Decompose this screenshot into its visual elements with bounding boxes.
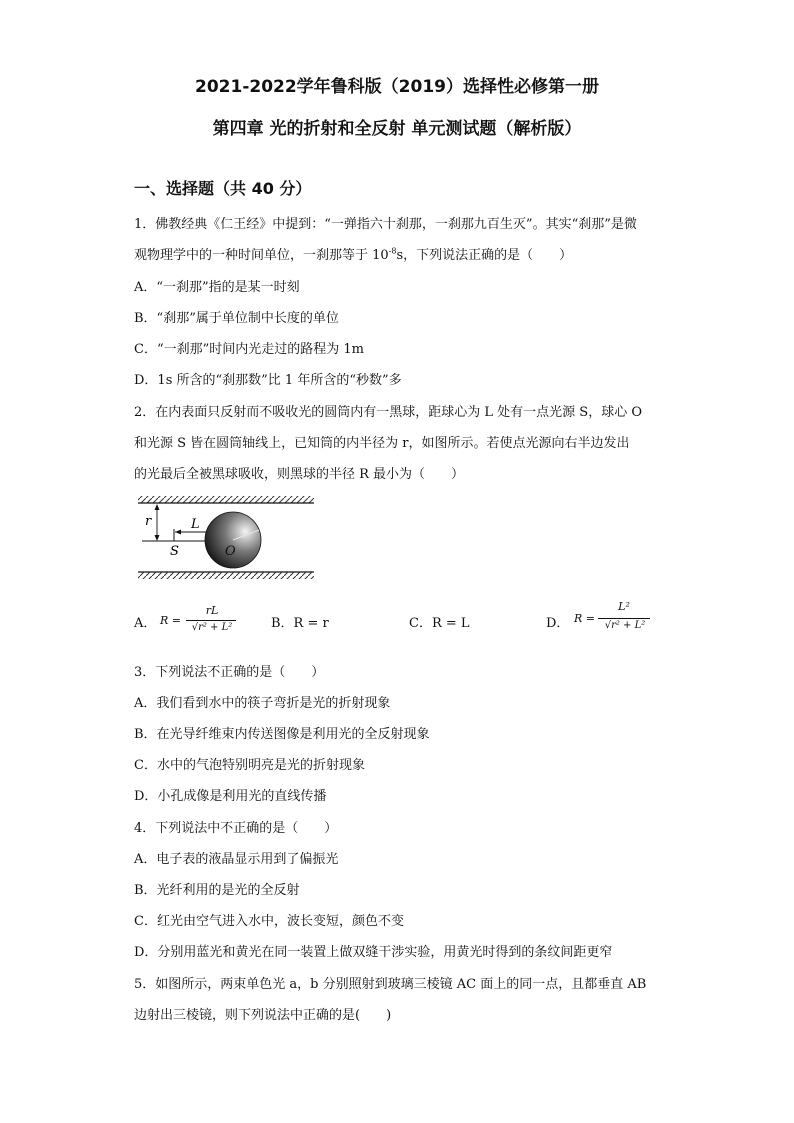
r-arrow-top (155, 504, 160, 510)
q3-option-b: B．在光导纤维束内传送图像是利用光的全反射现象 (134, 727, 430, 742)
q4-option-c: C．红光由空气进入水中，波长变短，颜色不变 (134, 914, 404, 929)
q2-option-d (546, 612, 569, 631)
q1-stem-line2 (134, 244, 572, 263)
section-heading: 一、选择题（共 40 分） (134, 179, 312, 198)
top-wall-hatch (138, 496, 314, 503)
q2-option-a-denominator: √r² + L² (191, 622, 233, 633)
label-S: S (170, 544, 179, 559)
q2-option-c: C．R = L (409, 616, 470, 631)
q2-option-a-expr: R = (160, 614, 181, 627)
q4-stem: 4．下列说法中不正确的是（ ） (134, 821, 338, 836)
q1-option-c: C．“一刹那”时间内光走过的路程为 1m (134, 342, 364, 357)
q2-option-d-fraction-bar (598, 618, 650, 619)
label-r: r (145, 514, 152, 529)
document-title-line1: 2021-2022学年鲁科版（2019）选择性必修第一册 (195, 77, 599, 97)
q2-option-d-expr: R = (574, 612, 595, 625)
document-title-line2: 第四章 光的折射和全反射 单元测试题（解析版） (212, 119, 582, 139)
q2-stem-line2: 和光源 S 皆在圆筒轴线上，已知筒的内半径为 r，如图所示。若使点光源向右半边发出 (134, 436, 630, 451)
bottom-wall-hatch (138, 572, 314, 579)
q1-option-b: B．“刹那”属于单位制中长度的单位 (134, 311, 339, 326)
q5-stem-line2: 边射出三棱镜，则下列说法中正确的是( ) (134, 1008, 392, 1023)
q2-option-a-label: A． (134, 616, 157, 631)
q2-option-d-numerator: L² (618, 600, 630, 613)
q3-option-d: D．小孔成像是利用光的直线传播 (134, 789, 327, 804)
q2-option-a-fraction-bar (186, 620, 236, 621)
q5-stem-line1: 5．如图所示，两束单色光 a，b 分别照射到玻璃三棱镜 AC 面上的同一点，且都垂直 AB (134, 977, 647, 992)
q2-option-a (134, 612, 156, 631)
q1-exponent: -8 (388, 246, 397, 256)
q1-option-d: D．1s 所含的“刹那数”比 1 年所含的“秒数”多 (134, 373, 402, 388)
q3-option-a: A．我们看到水中的筷子弯折是光的折射现象 (134, 696, 391, 711)
q2-figure (134, 492, 319, 582)
q3-stem: 3．下列说法不正确的是（ ） (134, 665, 325, 680)
q2-option-a-numerator: rL (205, 604, 219, 617)
q2-stem-line3: 的光最后全被黑球吸收，则黑球的半径 R 最小为（ ） (134, 467, 465, 482)
q2-stem-line1: 2．在内表面只反射而不吸收光的圆筒内有一黑球，距球心为 L 处有一点光源 S，球心 O (134, 405, 642, 420)
label-O: O (225, 544, 236, 559)
q3-option-c: C．水中的气泡特别明亮是光的折射现象 (134, 758, 365, 773)
q1-stem-line2a: 观物理学中的一种时间单位，一刹那等于 10 (134, 248, 389, 263)
q1-option-a: A．“一刹那”指的是某一时刻 (134, 280, 300, 295)
q4-option-a: A．电子表的液晶显示用到了偏振光 (134, 852, 339, 867)
q2-option-d-denominator: √r² + L² (604, 620, 646, 631)
q2-option-b: B．R = r (271, 616, 329, 631)
q2-option-d-label: D． (546, 616, 570, 631)
q1-stem-line2b: s，下列说法正确的是（ ） (396, 248, 573, 263)
l-arrow-left (175, 530, 181, 535)
label-L: L (191, 517, 200, 532)
q1-stem-line1: 1．佛教经典《仁王经》中提到：“一弹指六十刹那，一刹那九百生灭”。其实“刹那”是微 (134, 217, 637, 232)
q4-option-d: D．分别用蓝光和黄光在同一装置上做双缝干涉实验，用黄光时得到的条纹间距更窄 (134, 945, 613, 960)
q4-option-b: B．光纤利用的是光的全反射 (134, 883, 300, 898)
r-arrow-bottom (155, 535, 160, 541)
